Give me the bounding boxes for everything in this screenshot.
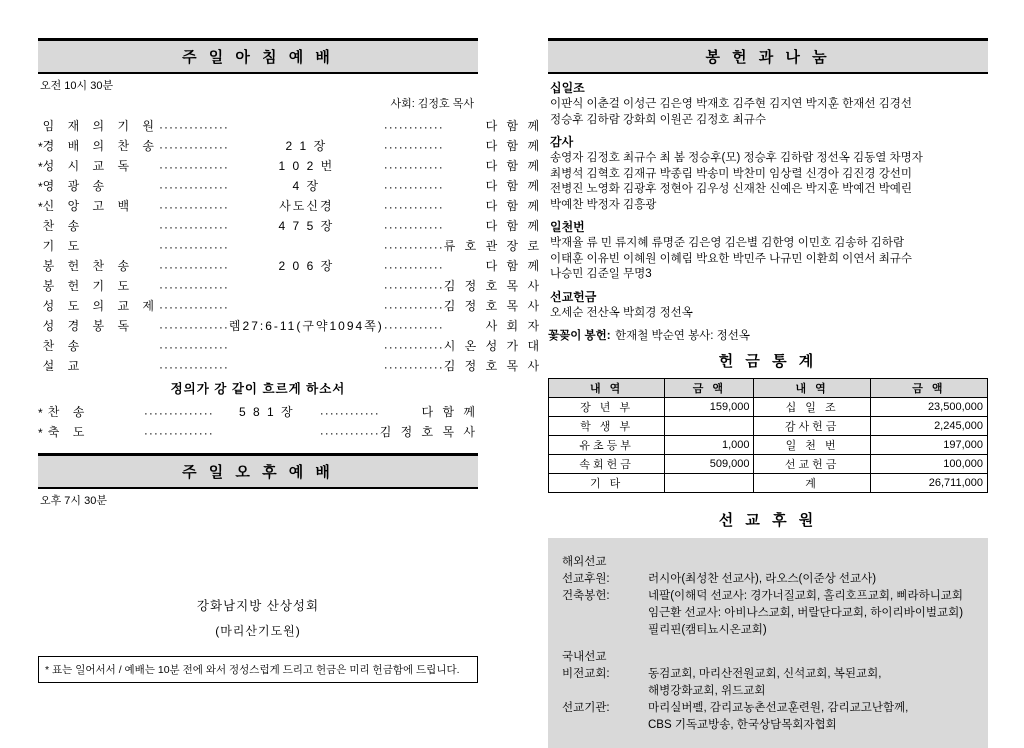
order-item-detail: 사도신경 xyxy=(279,198,334,213)
order-row xyxy=(38,335,542,355)
morning-order-table-after xyxy=(38,401,478,441)
order-item-person: 다 함 께 xyxy=(485,258,543,273)
order-item-detail xyxy=(229,235,384,255)
order-item-name: 설 교 xyxy=(42,358,85,373)
mission-row xyxy=(562,588,978,605)
flower-offering-label: 꽃꽂이 봉헌: xyxy=(548,330,611,342)
order-row xyxy=(38,135,542,155)
stats-label-cell: 기 타 xyxy=(549,474,665,493)
stats-label-cell: 속회헌금 xyxy=(549,455,665,474)
stats-label-cell: 십 일 조 xyxy=(754,398,870,417)
order-item-detail xyxy=(214,421,320,441)
mission-overseas-items xyxy=(562,571,978,639)
offering-group-title: 선교헌금 xyxy=(550,289,597,304)
order-dots-left: ·············· xyxy=(158,279,229,294)
order-dots-left: ·············· xyxy=(158,319,229,334)
order-item-name: 영 광 송 xyxy=(42,178,110,193)
order-row xyxy=(38,275,542,295)
order-star: * xyxy=(38,405,43,420)
order-star: * xyxy=(38,425,43,440)
order-item-person: 김 정 호 목 사 xyxy=(379,424,478,439)
stats-amount-cell: 509,000 xyxy=(665,455,754,474)
mission-row-value: 임근환 선교사: 아비나스교회, 버랄단다교회, 하이리바이벌교회) xyxy=(648,607,964,619)
flower-offering-value: 한재철 박순연 봉사: 정선옥 xyxy=(615,330,751,342)
mission-row-label: 건축봉헌: xyxy=(562,590,610,602)
offering-groups xyxy=(548,79,988,321)
stats-column-header: 금 액 xyxy=(870,379,987,398)
stats-amount-cell xyxy=(665,417,754,436)
order-item-name: 성 도 의 교 제 xyxy=(42,298,159,313)
stats-row xyxy=(549,455,988,474)
stats-column-header: 금 액 xyxy=(665,379,754,398)
mission-row-label xyxy=(562,622,648,639)
order-star: * xyxy=(38,199,43,214)
mission-row xyxy=(562,666,978,683)
order-item-person: 김 정 호 목 사 xyxy=(443,278,543,293)
order-item-person: 김 정 호 목 사 xyxy=(443,358,543,373)
order-item-detail xyxy=(229,115,384,135)
order-item-person: 다 함 께 xyxy=(485,218,543,233)
order-item-name: 신 앙 고 백 xyxy=(42,198,135,213)
order-item-detail: 5 8 1 장 xyxy=(238,404,295,419)
stats-row xyxy=(549,417,988,436)
stats-label-cell: 학 생 부 xyxy=(549,417,665,436)
order-item-detail xyxy=(229,335,384,355)
order-dots-right: ············ xyxy=(383,279,444,294)
mission-domestic-label: 국내선교 xyxy=(562,651,607,663)
order-item-name: 성 시 교 독 xyxy=(42,158,135,173)
order-dots-right: ············ xyxy=(383,199,444,214)
offering-group-title: 십일조 xyxy=(550,81,585,95)
offering-group xyxy=(548,288,988,322)
order-dots-left: ·············· xyxy=(158,339,229,354)
mission-overseas-label: 해외선교 xyxy=(562,556,607,568)
offering-group xyxy=(548,79,988,128)
mission-support-box xyxy=(548,538,988,748)
offering-names-line: 이판식 이춘걸 이성근 김은영 박재호 김주현 김지연 박지훈 한재선 김경선 xyxy=(550,98,913,110)
offering-group xyxy=(548,218,988,283)
ministry-line-1: 강화남지방 산상성회 xyxy=(196,599,320,613)
order-item-detail: 4 7 5 장 xyxy=(278,218,335,233)
stats-amount-cell: 100,000 xyxy=(870,455,987,474)
order-dots-right: ············ xyxy=(383,319,444,334)
stats-amount-cell: 159,000 xyxy=(665,398,754,417)
mission-row-label xyxy=(562,717,648,734)
order-item-person: 사 회 자 xyxy=(485,318,543,333)
offering-group-title: 감사 xyxy=(550,135,574,149)
order-row xyxy=(38,295,542,315)
order-row xyxy=(38,421,478,441)
sermon-title: 정의가 강 같이 흐르게 하소서 xyxy=(170,382,346,396)
morning-order-table xyxy=(38,115,542,375)
mission-row xyxy=(562,717,978,734)
order-dots-right: ············ xyxy=(383,359,444,374)
offering-names-line: 나승민 김준일 무명3 xyxy=(550,268,652,280)
stats-label-cell: 유초등부 xyxy=(549,436,665,455)
order-item-detail: 2 1 장 xyxy=(285,138,328,153)
order-item-name: 찬 송 xyxy=(42,338,85,353)
afternoon-service-time: 오후 7시 30분 xyxy=(40,495,107,507)
stats-label-cell: 장 년 부 xyxy=(549,398,665,417)
order-item-person: 시 온 성 가 대 xyxy=(443,338,543,353)
mission-row xyxy=(562,605,978,622)
order-item-person: 다 함 께 xyxy=(421,404,478,419)
order-item-person: 다 함 께 xyxy=(485,198,543,213)
order-item-detail: 2 0 6 장 xyxy=(278,258,335,273)
order-dots-right: ············ xyxy=(383,159,444,174)
stats-column-header: 내 역 xyxy=(549,379,665,398)
stats-label-cell: 선교헌금 xyxy=(754,455,870,474)
order-row xyxy=(38,215,542,235)
order-row xyxy=(38,355,542,375)
order-dots-left: ·············· xyxy=(143,425,214,440)
order-row xyxy=(38,315,542,335)
order-dots-left: ·············· xyxy=(158,219,229,234)
stats-row xyxy=(549,436,988,455)
order-dots-left: ·············· xyxy=(158,199,229,214)
order-dots-right: ············ xyxy=(383,239,444,254)
order-item-name: 축 도 xyxy=(47,424,90,439)
stats-label-cell: 일 천 번 xyxy=(754,436,870,455)
mission-row-label xyxy=(562,683,648,700)
order-dots-right: ············ xyxy=(383,259,444,274)
mission-row-label: 선교기관: xyxy=(562,702,610,714)
mission-row-value: 해병강화교회, 위드교회 xyxy=(648,685,766,697)
mission-row-value: 네팔(이해덕 선교사: 경가너질교회, 홀리호프교회, 삐라하니교회 xyxy=(648,590,964,602)
offering-names-line: 이태훈 이유빈 이혜원 이혜림 박요한 박민주 나규민 이환희 이연서 최규수 xyxy=(550,252,913,265)
order-item-person: 류 호 관 장 로 xyxy=(443,238,543,253)
order-item-name: 경 배 의 찬 송 xyxy=(42,138,159,153)
order-dots-right: ············ xyxy=(383,119,444,134)
morning-service-header: 주 일 아 침 예 배 xyxy=(38,38,478,74)
order-dots-right: ············ xyxy=(319,405,380,420)
offering-group xyxy=(548,133,988,213)
right-column xyxy=(548,38,988,748)
order-dots-left: ·············· xyxy=(158,179,229,194)
order-row xyxy=(38,175,542,195)
stats-title: 헌 금 통 계 xyxy=(718,353,818,370)
ministry-line-2: (마리산기도원) xyxy=(215,624,301,638)
stats-row xyxy=(549,398,988,417)
order-item-name: 봉 헌 기 도 xyxy=(42,278,135,293)
offering-names-line: 최병석 김혁호 김재규 박종림 박송미 박찬미 임상렬 신경아 김진경 강선미 xyxy=(550,167,913,180)
order-item-person: 다 함 께 xyxy=(485,118,543,133)
mission-title: 선 교 후 원 xyxy=(718,512,818,529)
mission-row-value: 동검교회, 마리산전원교회, 신석교회, 복된교회, xyxy=(648,668,882,680)
mission-row xyxy=(562,622,978,639)
offering-names-line: 정승후 김하람 강화희 이원곤 김정호 최규수 xyxy=(550,113,766,126)
offering-names-line: 박예찬 박정자 김흥광 xyxy=(550,198,657,211)
order-item-name: 임 재 의 기 원 xyxy=(42,118,159,133)
stats-amount-cell: 2,245,000 xyxy=(870,417,987,436)
order-item-detail xyxy=(229,275,384,295)
ministry-notice xyxy=(38,596,478,639)
offering-names-line: 박재율 류 민 류지혜 류명준 김은영 김은별 김한영 이민호 김송하 김하람 xyxy=(550,237,905,249)
offering-stats-table xyxy=(548,378,988,493)
order-star: * xyxy=(38,139,43,154)
order-row xyxy=(38,401,478,421)
mission-row-label: 선교후원: xyxy=(562,573,610,585)
mission-row xyxy=(562,700,978,717)
mission-row-value: 마리실버펠, 감리교농촌선교훈련원, 감리교고난함께, xyxy=(648,702,909,714)
order-dots-right: ············ xyxy=(383,179,444,194)
order-dots-left: ·············· xyxy=(158,139,229,154)
offering-names-line: 송영자 김정호 최규수 최 봄 정승후(모) 정승후 김하람 정선옥 김동열 차명자 xyxy=(550,152,923,164)
order-row xyxy=(38,155,542,175)
order-row xyxy=(38,115,542,135)
mission-row-label xyxy=(562,605,648,622)
offering-header: 봉 헌 과 나 눔 xyxy=(548,38,988,74)
offering-group-title: 일천번 xyxy=(550,220,585,234)
mission-row xyxy=(562,571,978,588)
order-item-detail: 1 0 2 번 xyxy=(278,158,335,173)
stats-label-cell: 계 xyxy=(754,474,870,493)
order-dots-left: ·············· xyxy=(158,239,229,254)
order-dots-left: ·············· xyxy=(143,405,214,420)
order-item-person: 다 함 께 xyxy=(485,158,543,173)
order-dots-left: ·············· xyxy=(158,299,229,314)
order-row xyxy=(38,195,542,215)
stats-column-header: 내 역 xyxy=(754,379,870,398)
order-item-detail xyxy=(229,355,384,375)
stats-amount-cell: 197,000 xyxy=(870,436,987,455)
order-dots-left: ·············· xyxy=(158,119,229,134)
offering-names-line: 전병진 노영화 김광후 정현아 김우성 신재찬 신예은 박지훈 박예건 박예린 xyxy=(550,183,913,195)
order-item-detail xyxy=(229,295,384,315)
order-dots-right: ············ xyxy=(383,139,444,154)
order-star: * xyxy=(38,159,43,174)
order-item-detail: 4 장 xyxy=(292,178,321,193)
order-dots-right: ············ xyxy=(383,339,444,354)
left-column xyxy=(38,38,543,639)
flower-offering xyxy=(548,326,988,344)
order-star: * xyxy=(38,179,43,194)
mission-row-label: 비전교회: xyxy=(562,668,610,680)
offering-names-line: 오세순 전산옥 박희경 정선옥 xyxy=(550,306,693,319)
morning-service-time: 오전 10시 30분 xyxy=(40,80,114,92)
order-item-name: 봉 헌 찬 송 xyxy=(42,258,135,273)
order-item-person: 다 함 께 xyxy=(485,178,543,193)
order-dots-left: ·············· xyxy=(158,259,229,274)
stats-label-cell: 감사헌금 xyxy=(754,417,870,436)
mission-row-value: 러시아(최성찬 선교사), 라오스(이준상 선교사) xyxy=(648,573,877,585)
mission-row-value: CBS 기독교방송, 한국상담목회자협회 xyxy=(648,719,837,731)
mission-row xyxy=(562,683,978,700)
order-dots-left: ·············· xyxy=(158,359,229,374)
stats-amount-cell: 1,000 xyxy=(665,436,754,455)
order-dots-right: ············ xyxy=(319,425,380,440)
order-row xyxy=(38,235,542,255)
order-item-name: 기 도 xyxy=(42,238,85,253)
order-row xyxy=(38,255,542,275)
order-item-person: 김 정 호 목 사 xyxy=(443,298,543,313)
stats-amount-cell: 23,500,000 xyxy=(870,398,987,417)
afternoon-service-header: 주 일 오 후 예 배 xyxy=(38,453,478,489)
stats-amount-cell xyxy=(665,474,754,493)
mission-row-value: 필리핀(캠티뇨시온교회) xyxy=(648,624,767,636)
order-item-detail: 렘27:6-11(구약1094쪽) xyxy=(228,318,384,333)
order-dots-right: ············ xyxy=(383,219,444,234)
order-item-name: 찬 송 xyxy=(42,218,85,233)
order-item-name: 찬 송 xyxy=(47,404,90,419)
morning-service-officiant: 사회: 김정호 목사 xyxy=(390,98,474,110)
order-dots-right: ············ xyxy=(383,299,444,314)
order-dots-left: ·············· xyxy=(158,159,229,174)
stats-amount-cell: 26,711,000 xyxy=(870,474,987,493)
order-item-name: 성 경 봉 독 xyxy=(42,318,135,333)
stats-row xyxy=(549,474,988,493)
bulletin-note: * 표는 일어서서 / 예배는 10분 전에 와서 정성스럽게 드리고 헌금은 미리 헌금함에 드립니다. xyxy=(38,656,478,683)
order-item-person: 다 함 께 xyxy=(485,138,543,153)
